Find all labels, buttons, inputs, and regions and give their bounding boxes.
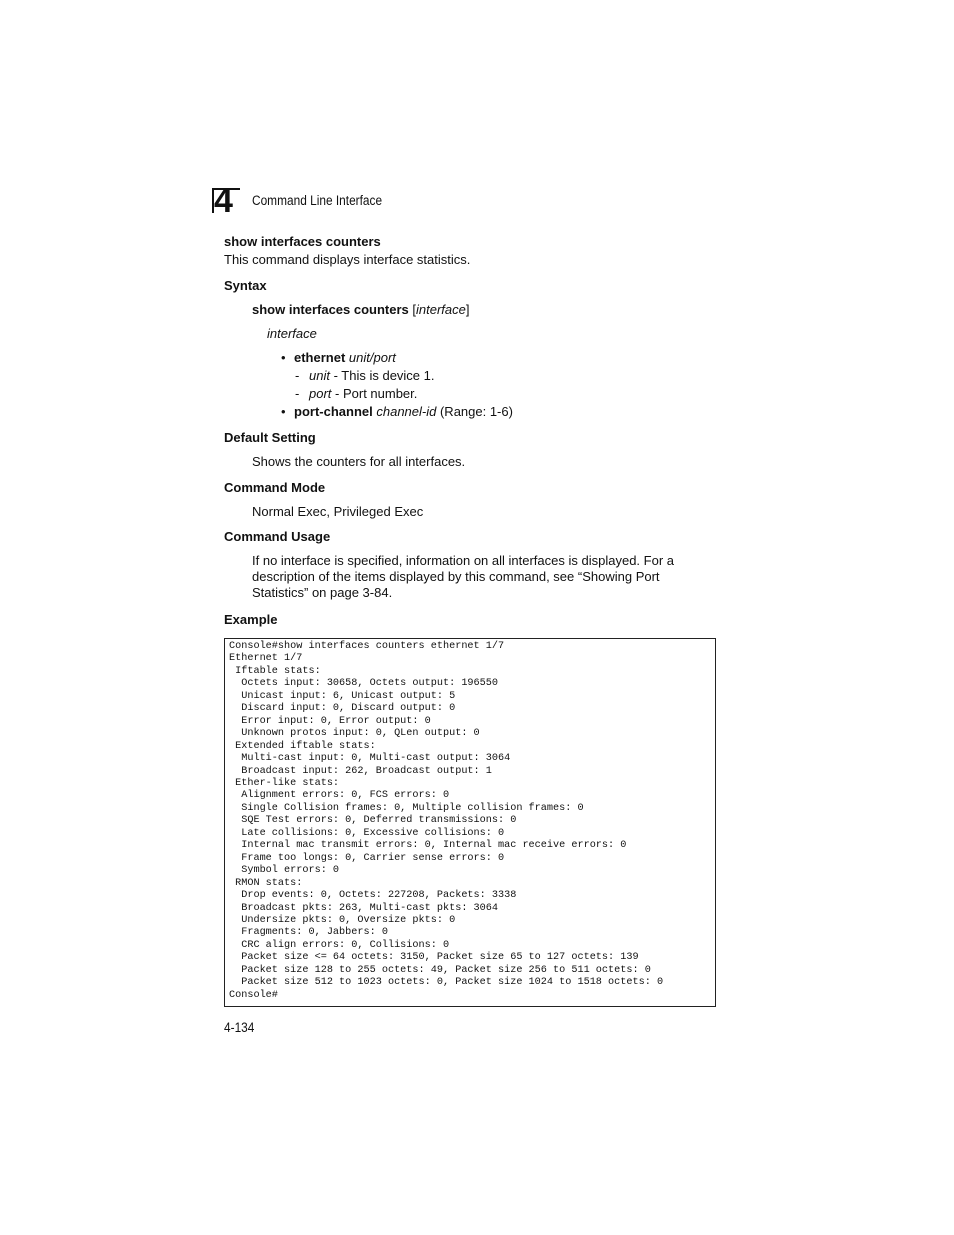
- example-code-box: [224, 638, 716, 1007]
- bullet-keyword: ethernet: [294, 350, 346, 365]
- sub-item-unit: [309, 368, 435, 383]
- param-label: [267, 326, 317, 341]
- example-heading: Example: [224, 612, 278, 627]
- command-description: This command displays interface statistics.: [224, 252, 471, 267]
- command-mode-heading: Command Mode: [224, 480, 326, 495]
- command-mode-text: Normal Exec, Privileged Exec: [252, 504, 424, 519]
- command-usage-heading: Command Usage: [224, 529, 331, 544]
- sub-item-desc: - Port number.: [331, 386, 418, 401]
- chapter-number: 4: [214, 182, 233, 220]
- syntax-command: show interfaces counters: [252, 302, 409, 317]
- bullet-item-ethernet: [294, 350, 396, 365]
- running-header-title: Command Line Interface: [252, 193, 383, 208]
- command-title: show interfaces counters: [224, 234, 381, 249]
- sub-item-term: unit: [309, 368, 330, 383]
- sub-item-dash: -: [295, 386, 300, 401]
- command-usage-text: If no interface is specified, information on all interfaces is displayed. For a description of the items displayed by this command, see “Showing Port Statistics” on page 3-84.: [252, 553, 674, 600]
- syntax-line: [252, 302, 470, 317]
- bullet-item-port-channel: [294, 404, 513, 419]
- syntax-open-bracket: [: [408, 302, 417, 317]
- sub-item-term: port: [309, 386, 332, 401]
- default-setting-heading: Default Setting: [224, 430, 316, 445]
- bullet-icon: •: [281, 350, 286, 365]
- bullet-arg: unit/port: [348, 350, 396, 365]
- syntax-param: interface: [416, 302, 466, 317]
- bullet-keyword: port-channel: [294, 404, 373, 419]
- sub-item-desc: - This is device 1.: [329, 368, 435, 383]
- example-code: Console#show interfaces counters ethernet 1/7 Ethernet 1/7 Iftable stats: Octets input: 30658, Octets output: 196550 Unicast input: 6, Unicast output: 5 Discard input: 0, Discard output: 0 Error input: 0, Error output: 0 Unknown protos input: 0, QLen output: 0 Extended iftable stats: Multi-cast input: 0, Multi-cast output: 3064 Broadcast input: 262, Broadcast output: 1 Ether-like stats: Alignment errors: 0, FCS errors: 0 Single Collision frames: 0, Multiple collision frames: 0 SQE Test errors: 0, Deferred transmissions: 0 Late collisions: 0, Excessive collisions: 0 Internal mac transmit errors: 0, Internal mac receive errors: 0 Frame too longs: 0, Carrier sense errors: 0 Symbol errors: 0 RMON stats: Drop events: 0, Octets: 227208, Packets: 3338 Broadcast pkts: 263, Multi-cast pkts: 3064 Undersize pkts: 0, Oversize pkts: 0 Fragments: 0, Jabbers: 0 CRC align errors: 0, Collisions: 0 Packet size <= 64 octets: 3150, Packet size 65 to 127 octets: 139 Packet size 128 to 255 octets: 49, Packet size 256 to 511 octets: 0 Packet size 512 to 1023 octets: 0, Packet size 1024 to 1518 octets: 0 Console#: [229, 641, 664, 1001]
- syntax-heading: Syntax: [224, 278, 267, 293]
- default-setting-text: Shows the counters for all interfaces.: [252, 454, 466, 469]
- syntax-close-bracket: ]: [465, 302, 470, 317]
- bullet-icon: •: [281, 404, 286, 419]
- bullet-rest: (Range: 1-6): [436, 404, 513, 419]
- sub-item-port: [309, 386, 417, 401]
- sub-item-dash: -: [295, 368, 300, 383]
- page-number: 4-134: [224, 1020, 255, 1035]
- bullet-arg: channel-id: [376, 404, 437, 419]
- param-label-text: interface: [267, 326, 317, 341]
